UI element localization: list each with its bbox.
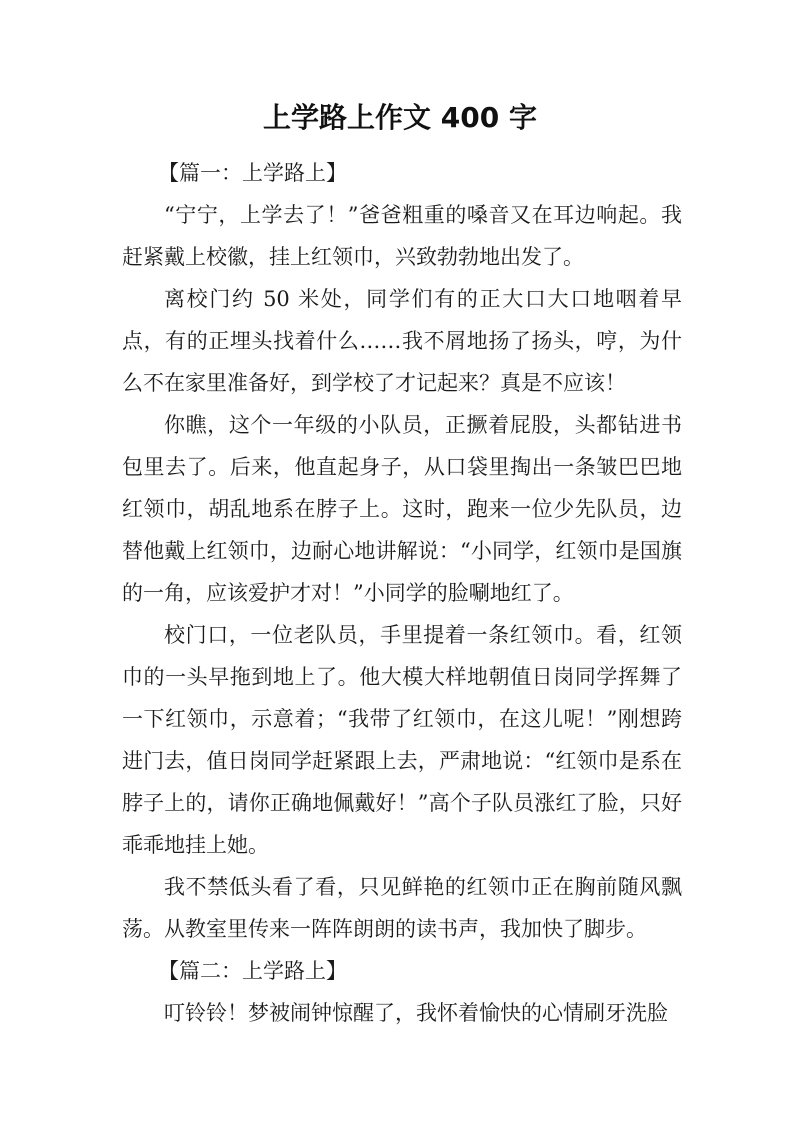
document-title: 上学路上作文 400 字 xyxy=(263,101,537,134)
paragraph-5: 我不禁低头看了看，只见鲜艳的红领巾正在胸前随风飘荡。从教室里传来一阵阵朗朗的读书声，我加快了脚步。 xyxy=(122,875,682,941)
section-heading-1: 【篇一：上学路上】 xyxy=(158,161,347,185)
paragraph-4: 校门口，一位老队员，手里提着一条红领巾。看，红领巾的一头早拖到地上了。他大模大样地朝值日岗同学挥舞了一下红领巾，示意着；“我带了红领巾，在这儿呢！”刚想跨进门去，值日岗同学赶紧跟上去，严肃地说：“红领巾是系在脖子上的，请你正确地佩戴好！”高个子队员涨红了脸，只好乖乖地挂上她。 xyxy=(122,623,682,857)
document-body xyxy=(122,152,682,1034)
section-heading-2: 【篇二：上学路上】 xyxy=(158,959,347,983)
paragraph-6: 叮铃铃！梦被闹钟惊醒了，我怀着愉快的心情刷牙洗脸 xyxy=(164,1001,668,1025)
paragraph-2: 离校门约 50 米处，同学们有的正大口大口地咽着早点，有的正埋头找着什么……我不屑地扬了扬头，哼，为什么不在家里准备好，到学校了才记起来？真是不应该！ xyxy=(122,287,682,395)
paragraph-3: 你瞧，这个一年级的小队员，正撅着屁股，头都钻进书包里去了。后来，他直起身子，从口袋里掏出一条皱巴巴地红领巾，胡乱地系在脖子上。这时，跑来一位少先队员，边替他戴上红领巾，边耐心地讲解说：“小同学，红领巾是国旗的一角，应该爱护才对！”小同学的脸唰地红了。 xyxy=(122,413,682,605)
paragraph-1: “宁宁，上学去了！”爸爸粗重的嗓音又在耳边响起。我赶紧戴上校徽，挂上红领巾，兴致勃勃地出发了。 xyxy=(122,203,682,269)
